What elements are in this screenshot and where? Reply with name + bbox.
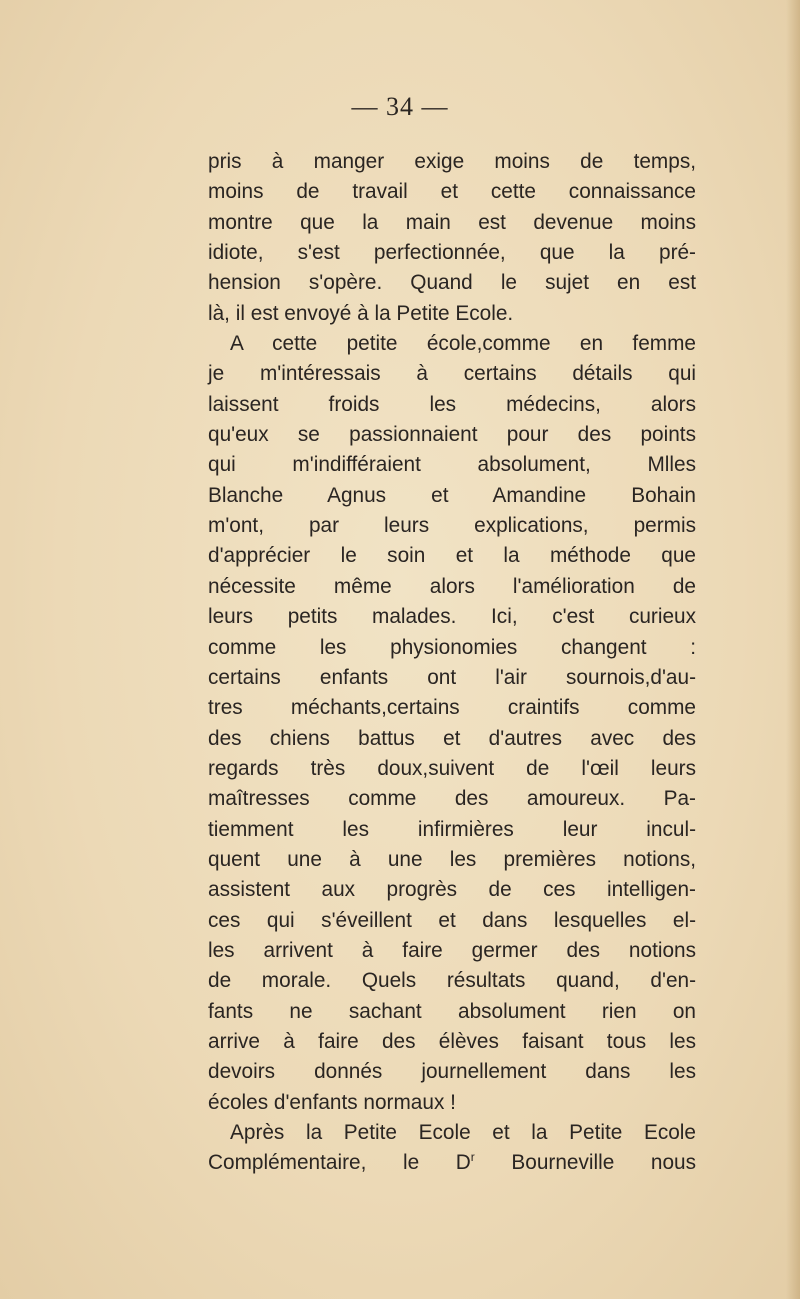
text-line: moins de travail et cette connaissance <box>208 180 696 204</box>
text-line: Blanche Agnus et Amandine Bohain <box>208 483 696 507</box>
text-line: écoles d'enfants normaux ! <box>208 1090 456 1114</box>
text-line: m'ont, par leurs explications, permis <box>208 514 696 538</box>
superscript: r <box>470 1150 475 1165</box>
text-line: maîtresses comme des amoureux. Pa- <box>208 787 696 811</box>
text-line: quent une à une les premières notions, <box>208 847 696 871</box>
text-fragment: Complémentaire, le D <box>208 1151 471 1175</box>
text-line: devoirs donnés journellement dans les <box>208 1060 696 1084</box>
page-number: — 34 — <box>351 92 449 121</box>
text-line: de morale. Quels résultats quand, d'en- <box>208 969 696 993</box>
text-line: idiote, s'est perfectionnée, que la pré- <box>208 241 696 265</box>
text-line: comme les physionomies changent : <box>208 635 696 659</box>
text-line: certains enfants ont l'air sournois,d'au- <box>208 665 696 689</box>
text-line: Après la Petite Ecole et la Petite Ecole <box>230 1121 696 1144</box>
text-fragment: Bourneville nous <box>474 1151 696 1175</box>
text-line: les arrivent à faire germer des notions <box>208 938 696 962</box>
text-line: montre que la main est devenue moins <box>208 210 696 234</box>
text-line: assistent aux progrès de ces intelligen- <box>208 878 696 902</box>
text-line: laissent froids les médecins, alors <box>208 392 696 416</box>
text-line: d'apprécier le soin et la méthode que <box>208 544 696 568</box>
text-line: là, il est envoyé à la Petite Ecole. <box>208 301 514 325</box>
text-line: tiemment les infirmières leur incul- <box>208 817 696 841</box>
body-text <box>208 147 696 1179</box>
text-line: tres méchants,certains craintifs comme <box>208 696 696 720</box>
text-line: fants ne sachant absolument rien on <box>208 999 696 1023</box>
text-line: hension s'opère. Quand le sujet en est <box>208 271 696 295</box>
text-line: des chiens battus et d'autres avec des <box>208 726 696 750</box>
page-edge-shadow <box>786 0 800 1299</box>
text-line: arrive à faire des élèves faisant tous les <box>208 1029 696 1053</box>
text-line: qui m'indifféraient absolument, Mlles <box>208 453 696 477</box>
text-line: ces qui s'éveillent et dans lesquelles el- <box>208 908 696 932</box>
text-line: je m'intéressais à certains détails qui <box>208 362 696 386</box>
text-line: leurs petits malades. Ici, c'est curieux <box>208 605 696 629</box>
text-line: A cette petite école,comme en femme <box>230 332 696 356</box>
text-line: pris à manger exige moins de temps, <box>208 150 696 173</box>
text-line: regards très doux,suivent de l'œil leurs <box>208 756 696 780</box>
text-line: nécessite même alors l'amélioration de <box>208 574 696 598</box>
text-line: qu'eux se passionnaient pour des points <box>208 423 696 447</box>
text-line <box>208 1148 696 1178</box>
